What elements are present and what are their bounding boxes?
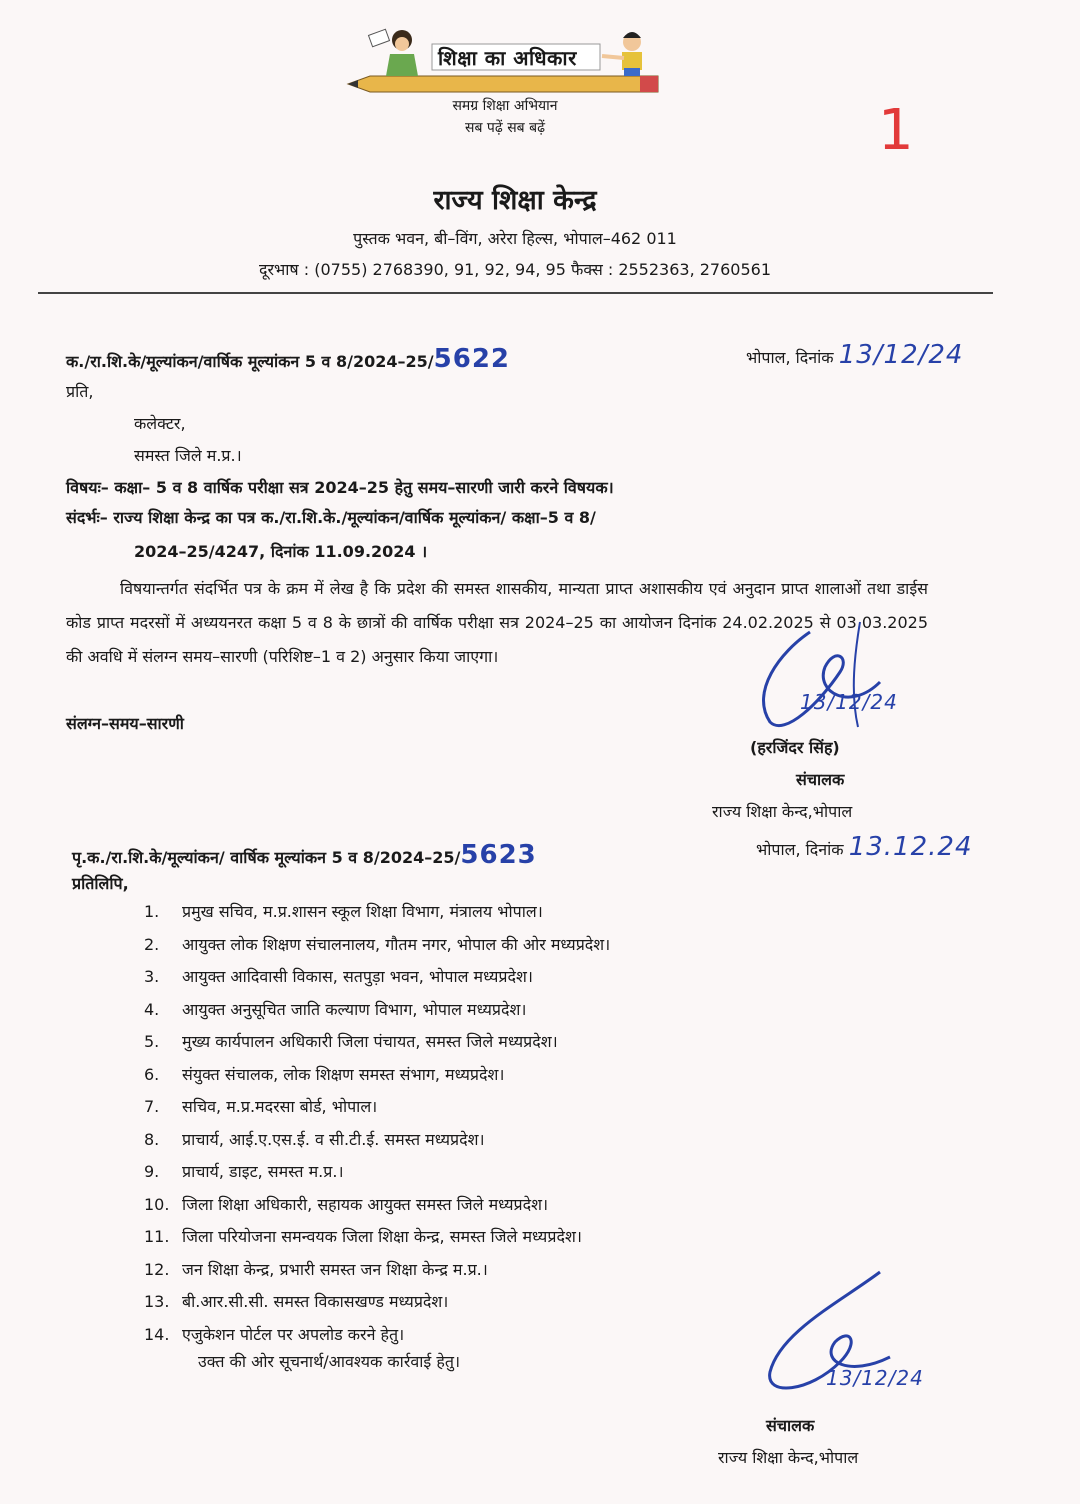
list-item: 6. संयुक्त संचालक, लोक शिक्षण समस्त संभाग, मध्यप्रदेश।	[144, 1064, 505, 1084]
list-item: 13. बी.आर.सी.सी. समस्त विकासखण्ड मध्यप्रदेश।	[144, 1292, 449, 1311]
list-item: 7. सचिव, म.प्र.मदरसा बोर्ड, भोपाल।	[144, 1097, 378, 1116]
copy-date-handwritten: 13.12.24	[848, 832, 973, 862]
reference: संदर्भः– राज्य शिक्षा केन्द्र का पत्र क./रा.शि.के./मूल्यांकन/वार्षिक मूल्यांकन/ कक्षा–5 व 8/	[66, 508, 596, 527]
org-title: राज्य शिक्षा केन्द्र	[433, 185, 597, 216]
signatory-title-1: संचालक	[796, 770, 845, 789]
list-item: 10. जिला शिक्षा अधिकारी, सहायक आयुक्त समस्त जिले मध्यप्रदेश।	[144, 1194, 549, 1214]
list-item: 2. आयुक्त लोक शिक्षण संचालनालय, गौतम नगर, भोपाल की ओर मध्यप्रदेश।	[144, 934, 611, 954]
closing-line: उक्त की ओर सूचनार्थ/आवश्यक कार्रवाई हेतु।	[198, 1352, 461, 1371]
signatory-title-2: संचालक	[766, 1416, 815, 1435]
letter-ref-number: क./रा.शि.के/मूल्यांकन/वार्षिक मूल्यांकन 5 व 8/2024–25/5622	[66, 344, 511, 374]
list-item: 1. प्रमुख सचिव, म.प्र.शासन स्कूल शिक्षा विभाग, मंत्रालय भोपाल।	[144, 902, 543, 921]
letter-body: विषयान्तर्गत संदर्भित पत्र के क्रम में लेख है कि प्रदेश की समस्त शासकीय, मान्यता प्राप्त अशासकीय एवं अनुदान प्राप्त शालाओं तथा डाईस कोड प्राप्त मदरसों में अध्ययनरत कक्षा 5 व 8 के छात्रों की वार्षिक परीक्षा सत्र 2024–25 का आयोजन दिनांक 24.02.2025 से 03.03.2025 की अवधि में संलग्न समय–सारणी (परिशिष्ट–1 व 2) अनुसार किया जाएगा।	[66, 579, 928, 666]
letter-date: भोपाल, दिनांक 13/12/24	[746, 340, 964, 370]
logo-tagline-1: समग्र शिक्षा अभियान	[452, 98, 558, 114]
copy-recipient-list	[144, 900, 610, 1355]
header-divider	[38, 292, 993, 294]
copy-ref-number: पृ.क./रा.शि.के/मूल्यांकन/ वार्षिक मूल्यांकन 5 व 8/2024–25/5623	[72, 840, 537, 870]
copy-date: भोपाल, दिनांक 13.12.24	[756, 832, 973, 862]
enclosure: संलग्न–समय–सारणी	[66, 714, 184, 733]
signature-1-date: 13/12/24	[800, 690, 898, 714]
list-item: 5. मुख्य कार्यपालन अधिकारी जिला पंचायत, समस्त जिले मध्यप्रदेश।	[144, 1032, 558, 1051]
signature-2-date: 13/12/24	[826, 1366, 924, 1390]
copy-label: प्रतिलिपि,	[72, 874, 129, 893]
date-handwritten: 13/12/24	[838, 340, 964, 370]
signatory-org-2: राज्य शिक्षा केन्द,भोपाल	[718, 1448, 859, 1467]
list-item: 14. एजुकेशन पोर्टल पर अपलोड करने हेतु।	[144, 1324, 405, 1344]
reference-line-2: 2024–25/4247, दिनांक 11.09.2024 ।	[134, 542, 428, 561]
list-item: 11. जिला परियोजना समन्वयक जिला शिक्षा केन्द्र, समस्त जिले मध्यप्रदेश।	[144, 1227, 582, 1246]
signatory-name: (हरजिंदर सिंह)	[750, 738, 840, 757]
subject: विषयः– कक्षा– 5 व 8 वार्षिक परीक्षा सत्र 2024–25 हेतु समय–सारणी जारी करने विषयक।	[66, 478, 614, 497]
org-phone: दूरभाष : (0755) 2768390, 91, 92, 94, 95 फैक्स : 2552363, 2760561	[258, 260, 772, 279]
list-item: 8. प्राचार्य, आई.ए.एस.ई. व सी.टी.ई. समस्त मध्यप्रदेश।	[144, 1129, 485, 1149]
page-number: 1	[878, 98, 914, 163]
list-item: 12. जन शिक्षा केन्द्र, प्रभारी समस्त जन शिक्षा केन्द्र म.प्र.।	[144, 1259, 488, 1279]
to-line-2: समस्त जिले म.प्र.।	[134, 446, 242, 465]
list-item: 9. प्राचार्य, डाइट, समस्त म.प्र.।	[144, 1162, 344, 1181]
to-line-1: कलेक्टर,	[134, 414, 186, 433]
logo-tagline-2: सब पढ़ें सब बढ़ें	[465, 120, 545, 136]
copy-ref-handwritten: 5623	[460, 840, 537, 870]
org-address: पुस्तक भवन, बी–विंग, अरेरा हिल्स, भोपाल–462 011	[353, 229, 677, 248]
ref-handwritten: 5622	[433, 344, 511, 374]
list-item: 4. आयुक्त अनुसूचित जाति कल्याण विभाग, भोपाल मध्यप्रदेश।	[144, 999, 527, 1019]
logo-title: शिक्षा का अधिकार	[438, 46, 577, 70]
signature-1	[740, 612, 920, 742]
to-label: प्रति,	[66, 382, 94, 401]
list-item: 3. आयुक्त आदिवासी विकास, सतपुड़ा भवन, भोपाल मध्यप्रदेश।	[144, 967, 533, 986]
signatory-org-1: राज्य शिक्षा केन्द,भोपाल	[712, 802, 853, 821]
